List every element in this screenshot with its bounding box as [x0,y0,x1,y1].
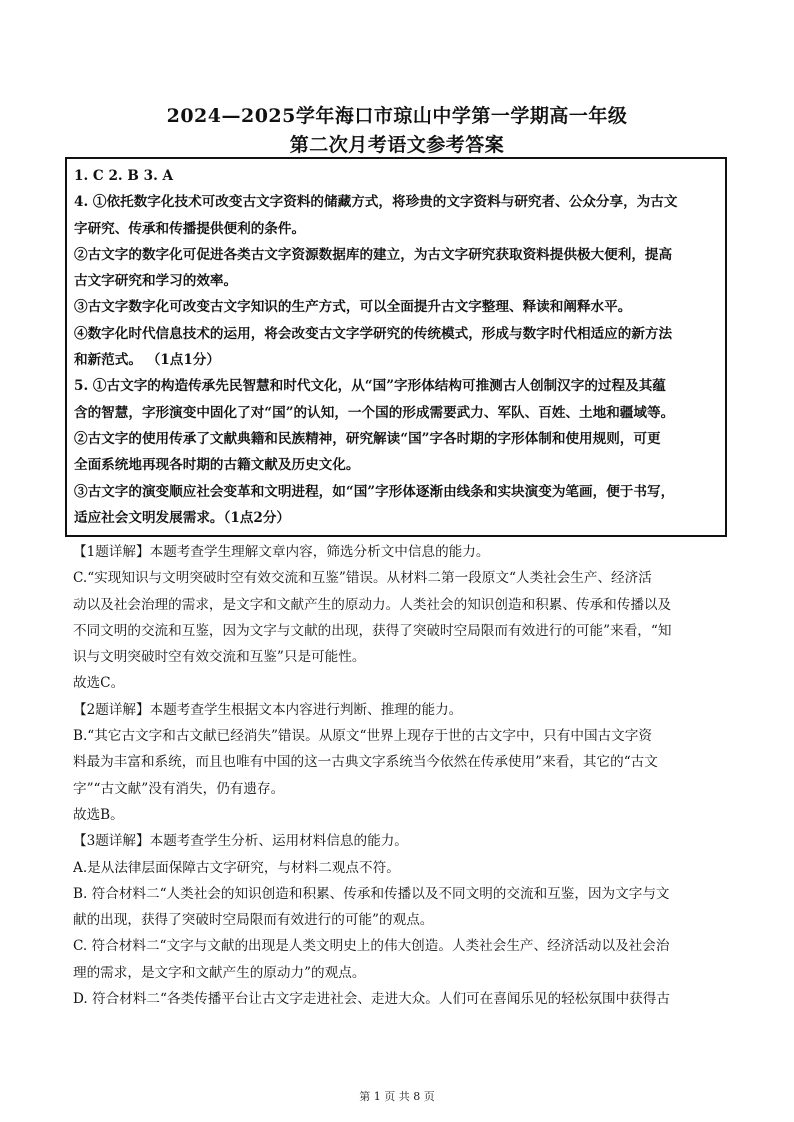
answer-line: ④数字化时代信息技术的运用，将会改变古文字学研究的传统模式，形成与数字时代相适应的新方法 [74,325,673,342]
explanation-line: C. 符合材料二“文字与文献的出现是人类文明史上的伟大创造。人类社会生产、经济活动以及社会治 [73,938,670,955]
explanation-line: 【3题详解】本题考查学生分析、运用材料信息的能力。 [73,833,408,850]
answer-line: ②古文字的数字化可促进各类古文字资源数据库的建立，为古文字研究获取资料提供极大便利，提高 [74,246,673,263]
explanation-line: B. 符合材料二“人类社会的知识创造和积累、传承和传播以及不同文明的交流和互鉴，因为文字与文 [73,885,670,902]
answer-box [65,157,727,537]
explanation-line: 【1题详解】本题考查学生理解文章内容，筛选分析文中信息的能力。 [73,544,490,560]
answer-line: 1. C 2. B 3. A [74,168,174,184]
answer-line: ③古文字的演变顺应社会变革和文明进程，如“国”字形体逐渐由线条和实块演变为笔画，便于书写， [74,483,675,500]
answer-line: 4. ①依托数字化技术可改变古文字资料的储藏方式，将珍贵的文字资料与研究者、公众分享，为古文 [74,194,678,211]
explanation-line: D. 符合材料二“各类传播平台让古文字走进社会、走进大众。人们可在喜闻乐见的轻松氛围中获得古 [73,991,670,1008]
document-title: 2024—2025学年海口市琼山中学第一学期高一年级 [166,105,628,127]
explanation-line: 理的需求，是文字和文献产生的原动力”的观点。 [73,964,366,981]
explanation-line: 识与文明突破时空有效交流和互鉴”只是可能性。 [73,649,366,666]
answer-line: 和新范式。 （1点1分） [74,352,220,369]
explanation-line: A.是从法律层面保障古文字研究，与材料二观点不符。 [73,859,400,876]
explanation-line: B.“其它古文字和古文献已经消失”错误。从原文“世界上现存于世的古文字中，只有中国古文字资 [73,728,652,745]
answer-line: 适应社会文明发展需求。（1点2分） [74,509,291,526]
explanation-line: 故选B。 [73,806,124,823]
document-subtitle: 第二次月考语文参考答案 [289,134,505,156]
explanation-section [73,539,725,1012]
explanation-line: 料最为丰富和系统，而且也唯有中国的这一古典文字系统当今依然在传承使用”来看，其它的“古文 [73,754,658,771]
explanation-line: 不同文明的交流和互鉴，因为文字与文献的出现，获得了突破时空局限而有效进行的可能”来看，“知 [73,622,672,639]
answer-line: 古文字研究和学习的效率。 [74,273,238,290]
answer-line: ②古文字的使用传承了文献典籍和民族精神，研究解读“国”字各时期的字形体制和使用规则，可更 [74,430,661,447]
page-number: 第 1 页 共 8 页 [359,1090,435,1103]
explanation-line: 字”“古文献”没有消失，仍有遗存。 [73,780,285,797]
explanation-line: 献的出现，获得了突破时空局限而有效进行的可能”的观点。 [73,912,434,929]
answer-line: 5. ①古文字的构造传承先民智慧和时代文化，从“国”字形体结构可推测古人创制汉字的过程及其蕴 [74,378,666,395]
explanation-line: C.“实现知识与文明突破时空有效交流和互鉴”错误。从材料二第一段原文“人类社会生产、经济活 [73,570,652,587]
answer-line: 全面系统地再现各时期的古籍文献及历史文化。 [74,457,360,474]
explanation-line: 动以及社会治理的需求，是文字和文献产生的原动力。人类社会的知识创造和积累、传承和传播以及 [73,596,672,613]
answer-line: 含的智慧，字形演变中固化了对“国”的认知，一个国的形成需要武力、军队、百姓、土地和疆域等。 [74,404,675,421]
answer-line: ③古文字数字化可改变古文字知识的生产方式，可以全面提升古文字整理、释读和阐释水平。 [74,299,632,316]
answer-line: 字研究、传承和传播提供便利的条件。 [74,220,306,237]
explanation-line: 故选C。 [73,675,125,692]
explanation-line: 【2题详解】本题考查学生根据文本内容进行判断、推理的能力。 [73,701,463,718]
